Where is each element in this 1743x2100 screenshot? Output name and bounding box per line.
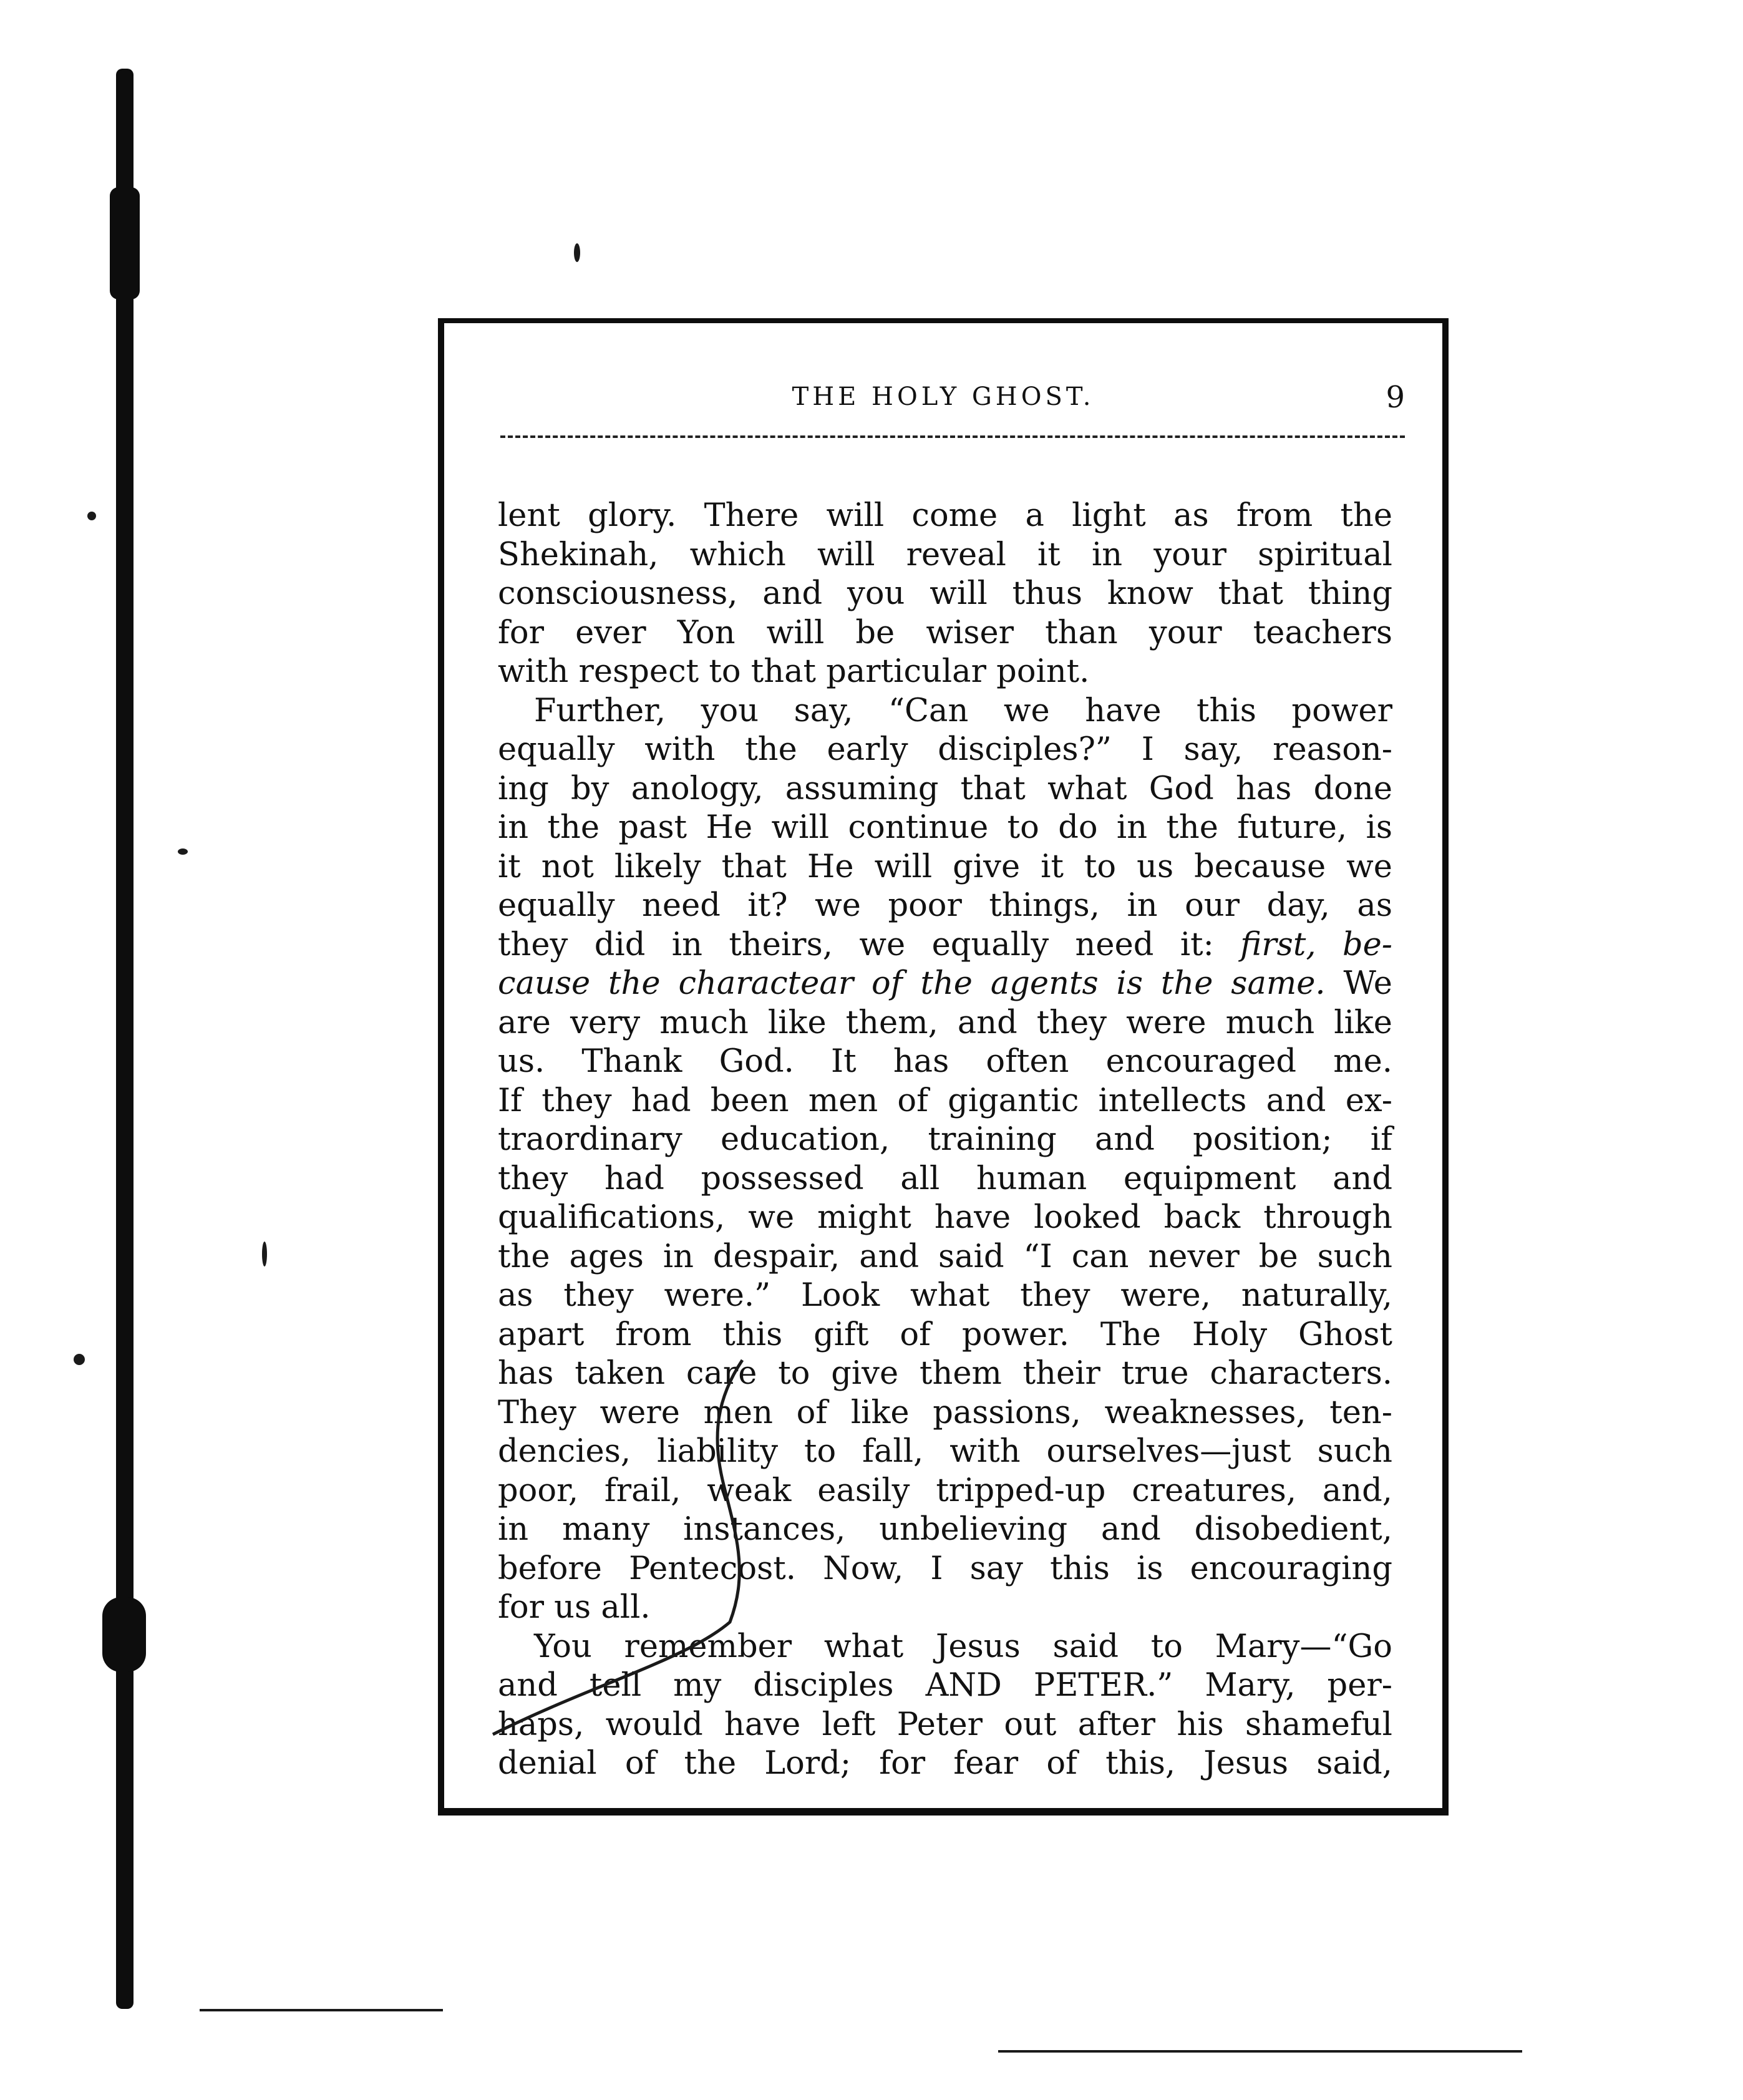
line-text: equally need it? we poor things, in our day, as — [498, 887, 1392, 924]
text-line — [498, 731, 1392, 770]
body-text — [498, 497, 1392, 1784]
line-text: has taken care to give them their true characters. — [498, 1355, 1392, 1392]
line-text: are very much like them, and they were much like — [498, 1004, 1392, 1041]
text-line — [498, 1160, 1392, 1199]
text-line — [498, 497, 1392, 536]
line-text: denial of the Lord; for fear of this, Jesus said, — [498, 1745, 1392, 1782]
line-text: ing by anology, assuming that what God has done — [498, 770, 1392, 807]
line-text: poor, frail, weak easily tripped-up creatures, and, — [498, 1472, 1392, 1509]
line-text: for us all. — [498, 1589, 651, 1626]
italic-phrase: first, be- — [1240, 926, 1393, 963]
text-line — [498, 1004, 1392, 1043]
text-line — [498, 692, 1392, 731]
text-line — [498, 536, 1392, 575]
text-line — [498, 575, 1392, 614]
text-line — [498, 653, 1392, 692]
line-text: they did in theirs, we equally need it: — [498, 926, 1214, 963]
line-text: Further, you say, “Can we have this power — [534, 692, 1392, 729]
speck — [574, 243, 580, 262]
text-line — [498, 1394, 1392, 1433]
text-line — [498, 926, 1392, 965]
text-line — [498, 1043, 1392, 1082]
text-line — [498, 1316, 1392, 1355]
page-number: 9 — [1386, 380, 1405, 415]
line-text: the ages in despair, and said “I can never be such — [498, 1238, 1392, 1275]
text-line — [498, 809, 1392, 848]
line-text: dencies, liability to fall, with ourselves—just such — [498, 1433, 1392, 1470]
text-line — [498, 770, 1392, 809]
text-line — [498, 1628, 1392, 1667]
running-head — [444, 382, 1442, 420]
text-line — [498, 1550, 1392, 1589]
page-frame — [438, 318, 1449, 1816]
line-text: traordinary education, training and position; if — [498, 1121, 1392, 1158]
line-text: in many instances, unbelieving and disobedient, — [498, 1511, 1392, 1548]
text-line — [498, 1354, 1392, 1394]
speck — [87, 512, 96, 520]
text-line — [498, 1238, 1392, 1277]
text-line — [498, 1588, 1392, 1628]
speck — [178, 848, 188, 855]
line-text: for ever Yon will be wiser than your teachers — [498, 614, 1392, 651]
line-text: us. Thank God. It has often encouraged me. — [498, 1043, 1392, 1080]
running-head-title: THE HOLY GHOST. — [792, 382, 1095, 411]
text-line — [498, 1666, 1392, 1706]
head-rule — [500, 435, 1405, 438]
line-text: If they had been men of gigantic intellects and ex- — [498, 1082, 1392, 1119]
binding-edge — [116, 69, 134, 2009]
line-text: We — [1343, 965, 1392, 1002]
line-text: equally with the early disciples?” I say, reason- — [498, 731, 1392, 768]
text-line — [498, 1706, 1392, 1745]
bottom-rule-right — [998, 2050, 1522, 2053]
text-line — [498, 1120, 1392, 1160]
speck — [74, 1354, 85, 1365]
text-line — [498, 1276, 1392, 1316]
line-text: with respect to that particular point. — [498, 653, 1090, 690]
line-text: before Pentecost. Now, I say this is encouraging — [498, 1550, 1392, 1587]
line-text: lent glory. There will come a light as from the — [498, 497, 1392, 534]
line-text: consciousness, and you will thus know that thing — [498, 575, 1392, 612]
line-text: You remember what Jesus said to Mary—“Go — [534, 1628, 1392, 1665]
text-line — [498, 1198, 1392, 1238]
text-line — [498, 614, 1392, 653]
line-text: as they were.” Look what they were, naturally, — [498, 1277, 1392, 1314]
text-line — [498, 1510, 1392, 1550]
speck — [262, 1242, 267, 1266]
line-text: qualifications, we might have looked back through — [498, 1199, 1392, 1236]
bottom-rule-left — [200, 2009, 443, 2011]
line-text: apart from this gift of power. The Holy Ghost — [498, 1316, 1392, 1353]
line-text: and tell my disciples AND PETER.” Mary, per- — [498, 1667, 1392, 1704]
text-line — [498, 1082, 1392, 1121]
line-text: haps, would have left Peter out after his shameful — [498, 1706, 1392, 1743]
text-line — [498, 965, 1392, 1004]
line-text: in the past He will continue to do in the future, is — [498, 809, 1392, 846]
line-text: Shekinah, which will reveal it in your spiritual — [498, 536, 1392, 573]
italic-phrase: cause the charactear of the agents is the same. — [498, 965, 1326, 1002]
text-line — [498, 1472, 1392, 1511]
text-line — [498, 1432, 1392, 1472]
text-line — [498, 1744, 1392, 1784]
text-line — [498, 848, 1392, 887]
line-text: they had possessed all human equipment and — [498, 1160, 1392, 1197]
line-text: it not likely that He will give it to us because we — [498, 848, 1392, 885]
text-line — [498, 887, 1392, 926]
line-text: They were men of like passions, weaknesses, ten- — [498, 1394, 1392, 1431]
